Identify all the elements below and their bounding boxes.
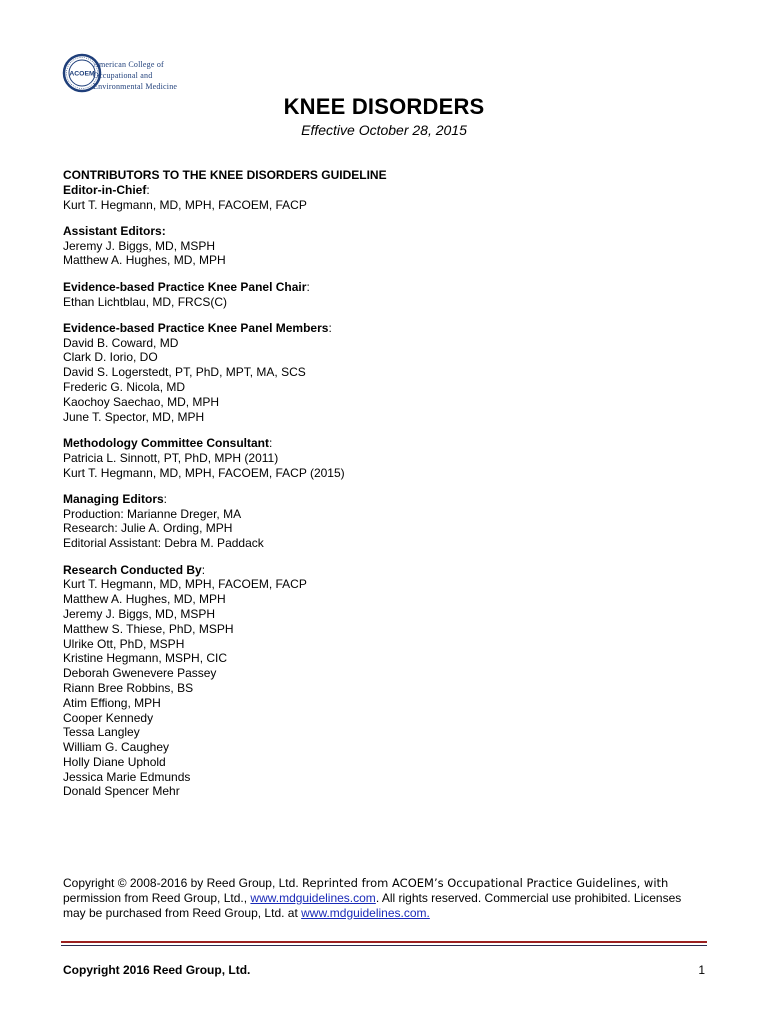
contributor-name: Editorial Assistant: Debra M. Paddack <box>63 536 264 551</box>
contributor-name: Frederic G. Nicola, MD <box>63 380 186 395</box>
section-label-text: Methodology Committee Consultant <box>63 435 269 450</box>
contributor-name: Kurt T. Hegmann, MD, MPH, FACOEM, FACP (2015) <box>63 465 345 480</box>
mdguidelines-link[interactable]: www.mdguidelines.com <box>250 890 376 905</box>
page-title: KNEE DISORDERS <box>283 94 485 119</box>
contributor-section <box>63 183 723 213</box>
contributors-content <box>63 168 723 799</box>
section-label: Evidence-based Practice Knee Panel Members: <box>63 320 332 335</box>
contributor-name: Kaochoy Saechao, MD, MPH <box>63 394 220 409</box>
contributor-name: Deborah Gwenevere Passey <box>63 666 217 681</box>
contributor-name: Holly Diane Uphold <box>63 754 166 769</box>
contributor-sections <box>63 183 723 799</box>
contributor-name: Production: Marianne Dreger, MA <box>63 506 242 521</box>
copyright-notice <box>63 876 703 920</box>
contributor-name: Tessa Langley <box>63 725 140 740</box>
footer-rule-top <box>61 941 707 943</box>
contributor-name: Ulrike Ott, PhD, MSPH <box>63 636 185 651</box>
contributor-name: Riann Bree Robbins, BS <box>63 680 194 695</box>
section-label: Assistant Editors: <box>63 223 166 238</box>
contributor-name: Research: Julie A. Ording, MPH <box>63 521 233 536</box>
contributor-name: David B. Coward, MD <box>63 335 179 350</box>
contributors-heading: CONTRIBUTORS TO THE KNEE DISORDERS GUIDELINE <box>63 168 387 182</box>
contributor-name: Matthew A. Hughes, MD, MPH <box>63 592 226 607</box>
contributor-name: Atim Effiong, MPH <box>63 695 161 710</box>
contributor-name: Matthew A. Hughes, MD, MPH <box>63 253 226 268</box>
contributor-name: Jeremy J. Biggs, MD, MSPH <box>63 238 216 253</box>
contributor-name: Matthew S. Thiese, PhD, MSPH <box>63 621 234 636</box>
seal-text: ACOEM <box>69 70 95 78</box>
section-label: Methodology Committee Consultant: <box>63 435 273 450</box>
contributor-section <box>63 563 723 800</box>
organization-name <box>93 59 177 92</box>
contributor-section <box>63 224 723 268</box>
contributor-name: Jeremy J. Biggs, MD, MSPH <box>63 606 216 621</box>
reprint-text: Reprinted from ACOEM’s Occupational Practice Guidelines, with <box>302 876 669 890</box>
footer-copyright: Copyright 2016 Reed Group, Ltd. <box>63 963 251 977</box>
org-line: Occupational and <box>93 71 153 80</box>
section-label: Evidence-based Practice Knee Panel Chair: <box>63 279 310 294</box>
section-label: Research Conducted By: <box>63 562 206 577</box>
section-label-text: Assistant Editors <box>63 223 162 238</box>
contributor-section <box>63 321 723 425</box>
section-label-text: Evidence-based Practice Knee Panel Chair <box>63 279 307 294</box>
contributor-name: Donald Spencer Mehr <box>63 784 180 799</box>
permission-text: permission from Reed Group, Ltd., <box>63 890 251 905</box>
contributor-section <box>63 492 723 551</box>
section-label: Editor-in-Chief: <box>63 182 150 197</box>
contributor-name: Kurt T. Hegmann, MD, MPH, FACOEM, FACP <box>63 197 307 212</box>
contributor-name: Kristine Hegmann, MSPH, CIC <box>63 651 228 666</box>
copyright-text: Copyright © 2008-2016 by Reed Group, Ltd. <box>63 876 302 890</box>
acoem-logo <box>62 53 212 99</box>
page-number: 1 <box>698 963 705 977</box>
contributor-name: June T. Spector, MD, MPH <box>63 409 205 424</box>
footer-rule-bottom <box>61 945 707 946</box>
section-label-text: Managing Editors <box>63 491 164 506</box>
contributor-name: Clark D. Iorio, DO <box>63 350 158 365</box>
mdguidelines-link-2[interactable]: www.mdguidelines.com. <box>301 905 430 920</box>
section-label-text: Research Conducted By <box>63 562 202 577</box>
contributor-name: Kurt T. Hegmann, MD, MPH, FACOEM, FACP <box>63 577 307 592</box>
org-line: American College of <box>93 60 164 69</box>
contributor-section <box>63 436 723 480</box>
section-label: Managing Editors: <box>63 491 168 506</box>
contributor-name: William G. Caughey <box>63 740 170 755</box>
rights-text: . All rights reserved. Commercial use prohibited. Licenses may be purchased from Reed Group, Ltd. at <box>63 890 682 920</box>
contributor-section <box>63 280 723 310</box>
contributor-name: Cooper Kennedy <box>63 710 154 725</box>
contributor-name: Patricia L. Sinnott, PT, PhD, MPH (2011) <box>63 450 279 465</box>
contributor-name: David S. Logerstedt, PT, PhD, MPT, MA, SCS <box>63 365 306 380</box>
contributor-name: Jessica Marie Edmunds <box>63 769 191 784</box>
section-label-text: Evidence-based Practice Knee Panel Members <box>63 320 329 335</box>
effective-date: Effective October 28, 2015 <box>301 122 467 138</box>
section-label-text: Editor-in-Chief <box>63 182 147 197</box>
contributor-name: Ethan Lichtblau, MD, FRCS(C) <box>63 294 228 309</box>
org-line: Environmental Medicine <box>93 82 178 91</box>
